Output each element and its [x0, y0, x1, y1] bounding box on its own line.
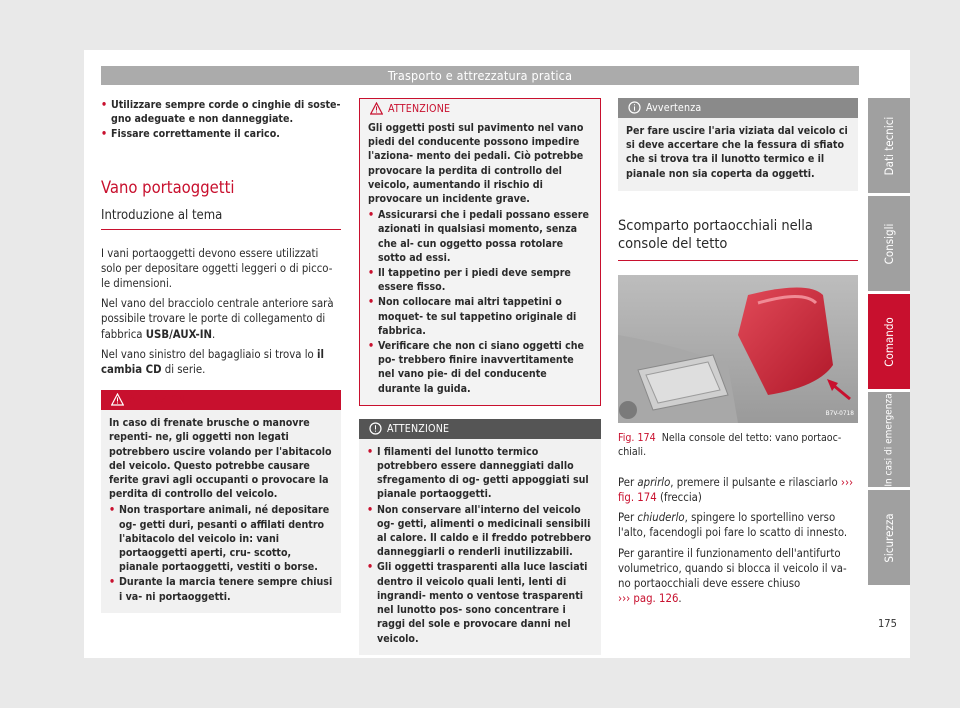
info-icon — [628, 101, 641, 114]
bullet-item: • Utilizzare sempre corde o cinghie di soste- gno adeguate e non danneggiate. — [101, 98, 341, 126]
bullet-item: • Verificare che non ci siano oggetti che po- trebbero finire inavvertitamente nel vano pie- di del conducente durante la guida. — [368, 339, 592, 396]
warning-bullet-list — [109, 503, 333, 603]
paragraph: Nel vano sinistro del bagagliaio si trova lo il cambia CD di serie. — [101, 347, 324, 377]
tab-in-casi-di-emergenza[interactable]: In casi di emergenza — [868, 392, 910, 487]
warning-body — [360, 119, 600, 405]
top-bullet-list — [101, 98, 341, 142]
note-header — [618, 98, 858, 118]
bullet-item: • Durante la marcia tenere sempre chiusi i va- ni portaoggetti. — [109, 575, 333, 603]
bullet-item: • I filamenti del lunotto termico potrebbero essere danneggiati dallo sfregamento di og- getti appoggiati sul pianale portaoggetti. — [367, 445, 593, 502]
warning-label: ATTENZIONE — [388, 103, 451, 115]
section-subtitle: Introduzione al tema — [101, 208, 341, 230]
paragraph: I vani portaoggetti devono essere utilizzati solo per depositare oggetti leggeri o di picco- le dimensioni. — [101, 246, 333, 291]
warning-header — [360, 99, 600, 119]
bullet-item: • Non collocare mai altri tappetini o moquet- te sul tappetino originale di fabbrica. — [368, 295, 592, 338]
tab-comando[interactable]: Comando — [868, 294, 910, 389]
bullet-item: • Gli oggetti trasparenti alla luce lasciati dentro il veicolo quali lenti, lenti di ingrandi- mento o ventose trasparenti nel lunotto pos- sono concentrare i raggi del sole e provocare danni nel veicolo. — [367, 560, 593, 645]
caution-header — [359, 419, 601, 439]
bullet-item: • Assicurarsi che i pedali possano essere azionati in qualsiasi momento, senza che al- cun oggetto possa rotolare sotto ad essi. — [368, 208, 592, 265]
note-box — [618, 98, 858, 191]
bullet-item: • Fissare correttamente il carico. — [101, 127, 341, 141]
caution-label: ATTENZIONE — [387, 422, 450, 435]
warning-box — [359, 98, 601, 406]
paragraph: Per aprirlo, premere il pulsante e rilasciarlo ››› fig. 174 (freccia) — [618, 475, 854, 505]
column-2 — [359, 98, 601, 655]
warning-box — [101, 390, 341, 613]
column-3 — [618, 98, 858, 606]
bullet-item: • Il tappetino per i piedi deve sempre essere fisso. — [368, 266, 592, 294]
figure-ref: Fig. 174 — [618, 431, 656, 444]
note-text: Per fare uscire l'aria viziata dal veicolo ci si deve accertare che la fessura di sfiato che si trova tra il lunotto termico e il pianale non sia coperta da oggetti. — [626, 125, 848, 180]
figure-link[interactable]: ››› fig. 174 — [618, 475, 854, 505]
warning-lead: In caso di frenate brusche o manovre repenti- ne, gli oggetti non legati potrebbero uscire volando per l'abitacolo del veicolo. Questo potrebbe causare ferite gravi agli occupanti o provocare la perdita di controllo del veicolo. — [109, 417, 332, 501]
section-title: Scomparto portaocchiali nella console del tetto — [618, 217, 858, 261]
caution-body — [359, 439, 601, 655]
column-1 — [101, 98, 341, 613]
page-header: Trasporto e attrezzatura pratica — [101, 66, 859, 85]
paragraph: Per chiuderlo, spingere lo sportellino verso l'alto, facendogli poi fare lo scatto di innesto. — [618, 511, 848, 540]
figure-code: B7V-0718 — [825, 408, 854, 417]
note-label: Avvertenza — [646, 102, 702, 114]
warning-header — [101, 390, 341, 410]
bullet-item: • Non trasportare animali, né depositare og- getti duri, pesanti o affilati dentro l'abitacolo del veicolo in: vani portaoggetti aperti, cru- scotto, pianale portaoggetti, vestiti o borse. — [109, 503, 333, 574]
section-title: Vano portaoggetti — [101, 177, 235, 197]
figure-roof-console — [618, 275, 858, 423]
warning-bullet-list — [368, 208, 592, 396]
page-number: 175 — [878, 617, 897, 630]
tab-dati-tecnici[interactable]: Dati tecnici — [868, 98, 910, 193]
paragraph: Nel vano del bracciolo centrale anteriore sarà possibile trovare le porte di collegamento di fabbrica USB/AUX-IN. — [101, 297, 334, 341]
figure-caption: Fig. 174 Nella console del tetto: vano portaoc- chiali. — [618, 431, 842, 458]
warning-triangle-icon — [111, 393, 124, 406]
bullet-item: • Non conservare all'interno del veicolo og- getti, alimenti o medicinali sensibili al calore. Il caldo e il freddo potrebbero danneggiarli o renderli inutilizzabili. — [367, 503, 593, 560]
caution-bullet-list — [367, 445, 593, 646]
caution-box — [359, 419, 601, 655]
tab-sicurezza[interactable]: Sicurezza — [868, 490, 910, 585]
note-body — [618, 118, 858, 191]
side-tabs — [868, 98, 910, 588]
warning-triangle-icon — [370, 102, 383, 115]
caution-circle-icon — [369, 422, 382, 435]
roof-console-illustration — [618, 275, 858, 423]
tab-consigli[interactable]: Consigli — [868, 196, 910, 291]
warning-label: ATTENZIONE — [129, 394, 192, 407]
warning-lead: Gli oggetti posti sul pavimento nel vano piedi del conducente possono impedire l'aziona- mento dei pedali. Ciò potrebbe provocare la perdita di controllo del veicolo, aumentando il rischio di provocare un incidente grave. — [368, 122, 584, 206]
warning-body — [101, 410, 341, 613]
paragraph: Per garantire il funzionamento dell'antifurto volumetrico, quando si blocca il veicolo il va- no portaocchiali deve essere chiuso ››› pag. 126. — [618, 546, 847, 606]
page-link[interactable]: ››› pag. 126 — [618, 592, 679, 606]
